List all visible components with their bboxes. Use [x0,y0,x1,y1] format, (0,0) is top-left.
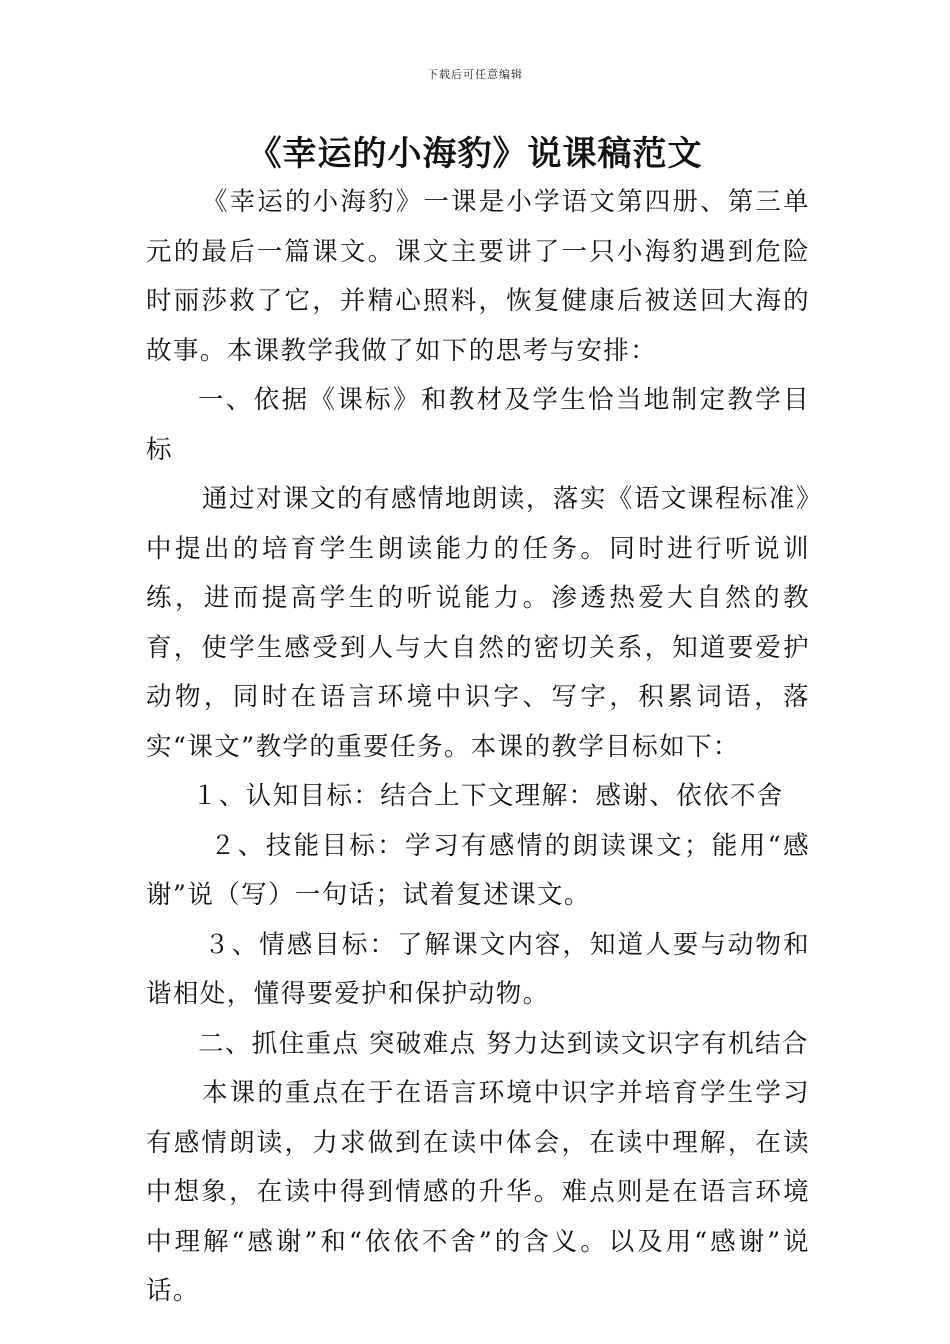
document-title: 《幸运的小海豹》说课稿范文 [247,134,703,174]
focus-paragraph: 本课的重点在于在语言环境中识字并培育学生学习有感情朗读，力求做到在读中体会，在读中理解，在读中想象，在读中得到情感的升华。难点则是在语言环境中理解“感谢”和“依依不舍”的含义。以及用“感谢”说话。 [146,1078,810,1306]
section-heading-2: 二、抓住重点 突破难点 努力达到读文识字有机结合 [198,1028,809,1059]
header-note: 下载后可任意编辑 [427,68,523,81]
intro-paragraph: 《幸运的小海豹》一课是小学语文第四册、第三单元的最后一篇课文。课文主要讲了一只小海豹遇到危险时丽莎救了它，并精心照料，恢复健康后被送回大海的故事。本课教学我做了如下的思考与安排： [146,187,810,366]
objective-cognitive: １、认知目标：结合上下文理解：感谢、依依不舍 [192,781,784,811]
objective-emotion: ３、情感目标：了解课文内容，知道人要与动物和谐相处，懂得要爱护和保护动物。 [146,929,810,1009]
section-heading-1: 一、依据《课标》和教材及学生恰当地制定教学目标 [146,385,810,465]
objectives-paragraph: 通过对课文的有感情地朗读，落实《语文课程标准》中提出的培育学生朗读能力的任务。同时进行听说训练，进而提高学生的听说能力。渗透热爱大自然的教育，使学生感受到人与大自然的密切关系，知道要爱护动物，同时在语言环境中识字、写字，积累词语，落实“课文”教学的重要任务。本课的教学目标如下： [146,484,810,762]
objective-skill: ２、技能目标：学习有感情的朗读课文；能用“感谢”说（写）一句话；试着复述课文。 [146,830,810,910]
document-body [146,178,810,1317]
